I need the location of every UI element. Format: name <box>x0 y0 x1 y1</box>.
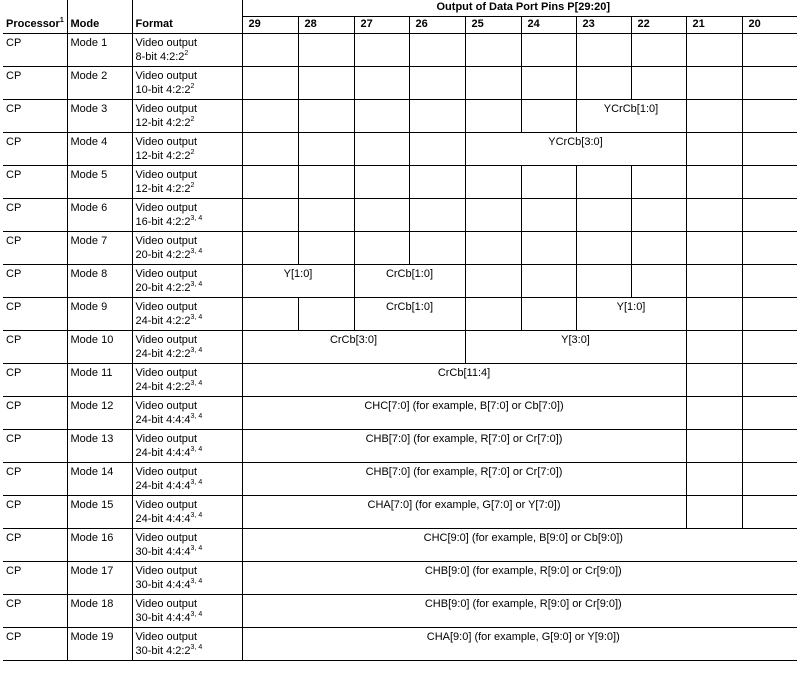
pin-signal-cell: Y[1:0] <box>576 298 686 331</box>
pin-empty-cell <box>298 133 354 166</box>
format-line-2 <box>136 413 239 427</box>
format-line-2 <box>136 446 239 460</box>
pin-header: 24 <box>521 17 576 34</box>
pin-signal-cell: CHC[7:0] (for example, B[7:0] or Cb[7:0]) <box>242 397 686 430</box>
pin-empty-cell <box>742 100 797 133</box>
pin-signal-cell: CHC[9:0] (for example, B[9:0] or Cb[9:0]) <box>242 529 797 562</box>
pin-header: 26 <box>409 17 465 34</box>
processor-cell: CP <box>3 397 67 430</box>
format-footnote: 3, 4 <box>190 314 203 321</box>
processor-cell: CP <box>3 133 67 166</box>
pin-empty-cell <box>686 496 742 529</box>
format-footnote: 2 <box>190 83 195 90</box>
pin-empty-cell <box>686 265 742 298</box>
processor-cell: CP <box>3 595 67 628</box>
pin-empty-cell <box>576 199 631 232</box>
format-footnote: 3, 4 <box>190 281 203 288</box>
processor-cell: CP <box>3 166 67 199</box>
format-header: Format <box>132 0 242 34</box>
format-cell <box>132 595 242 628</box>
format-line-2 <box>136 611 239 625</box>
pin-empty-cell <box>742 364 797 397</box>
mode-cell: Mode 5 <box>67 166 132 199</box>
processor-cell: CP <box>3 463 67 496</box>
format-line-1: Video output <box>135 631 198 643</box>
processor-cell: CP <box>3 496 67 529</box>
format-line-1: Video output <box>135 367 198 379</box>
format-cell <box>132 133 242 166</box>
format-line-2 <box>136 314 239 328</box>
table-row <box>3 331 797 364</box>
table-row <box>3 298 797 331</box>
format-line-1: Video output <box>135 433 198 445</box>
mode-cell: Mode 10 <box>67 331 132 364</box>
format-footnote: 3, 4 <box>190 215 203 222</box>
pin-empty-cell <box>631 34 686 67</box>
table-row <box>3 34 797 67</box>
pin-empty-cell <box>686 397 742 430</box>
format-line-1: Video output <box>135 400 198 412</box>
mode-cell: Mode 19 <box>67 628 132 661</box>
pin-empty-cell <box>742 331 797 364</box>
format-line-2 <box>136 479 239 493</box>
table-row <box>3 364 797 397</box>
format-line-1: Video output <box>135 136 198 148</box>
pin-empty-cell <box>298 232 354 265</box>
format-footnote: 3, 4 <box>190 611 203 618</box>
format-footnote: 2 <box>190 149 195 156</box>
format-bits: 20-bit 4:2:2 <box>135 249 191 261</box>
pin-empty-cell <box>521 166 576 199</box>
mode-cell: Mode 2 <box>67 67 132 100</box>
mode-cell: Mode 17 <box>67 562 132 595</box>
format-line-1: Video output <box>135 235 198 247</box>
format-cell <box>132 232 242 265</box>
pin-empty-cell <box>409 34 465 67</box>
pin-header: 25 <box>465 17 521 34</box>
pin-header: 20 <box>742 17 797 34</box>
mode-cell: Mode 1 <box>67 34 132 67</box>
format-bits: 12-bit 4:2:2 <box>135 150 191 162</box>
mode-cell: Mode 6 <box>67 199 132 232</box>
pin-empty-cell <box>686 67 742 100</box>
processor-cell: CP <box>3 265 67 298</box>
table-row <box>3 232 797 265</box>
format-line-1: Video output <box>135 202 198 214</box>
pin-header: 23 <box>576 17 631 34</box>
pin-header: 21 <box>686 17 742 34</box>
format-cell <box>132 463 242 496</box>
pin-empty-cell <box>742 232 797 265</box>
format-bits: 24-bit 4:4:4 <box>135 447 191 459</box>
pin-empty-cell <box>521 34 576 67</box>
format-line-2 <box>136 149 239 163</box>
pin-empty-cell <box>576 166 631 199</box>
format-line-1: Video output <box>135 268 198 280</box>
pin-empty-cell <box>686 232 742 265</box>
format-line-2 <box>136 83 239 97</box>
processor-cell: CP <box>3 298 67 331</box>
pin-signal-cell: CHA[7:0] (for example, G[7:0] or Y[7:0]) <box>242 496 686 529</box>
format-footnote: 2 <box>184 50 189 57</box>
pin-empty-cell <box>742 496 797 529</box>
format-cell <box>132 199 242 232</box>
pin-empty-cell <box>298 100 354 133</box>
mode-cell: Mode 8 <box>67 265 132 298</box>
pin-empty-cell <box>631 166 686 199</box>
pin-empty-cell <box>631 265 686 298</box>
pin-empty-cell <box>576 265 631 298</box>
table-body <box>3 34 797 661</box>
mode-header: Mode <box>67 0 132 34</box>
pin-header: 29 <box>242 17 298 34</box>
format-footnote: 3, 4 <box>190 512 203 519</box>
format-bits: 24-bit 4:4:4 <box>135 414 191 426</box>
format-line-2 <box>136 545 239 559</box>
format-footnote: 3, 4 <box>190 644 203 651</box>
format-bits: 30-bit 4:4:4 <box>135 579 191 591</box>
pin-empty-cell <box>521 67 576 100</box>
pin-empty-cell <box>354 133 409 166</box>
pin-empty-cell <box>242 232 298 265</box>
pin-empty-cell <box>242 298 298 331</box>
pin-empty-cell <box>742 34 797 67</box>
pin-signal-cell: CHB[7:0] (for example, R[7:0] or Cr[7:0]) <box>242 463 686 496</box>
pin-empty-cell <box>576 67 631 100</box>
format-cell <box>132 430 242 463</box>
pin-empty-cell <box>521 232 576 265</box>
format-line-1: Video output <box>135 103 198 115</box>
pin-empty-cell <box>686 463 742 496</box>
format-line-1: Video output <box>135 334 198 346</box>
pin-empty-cell <box>686 166 742 199</box>
pin-signal-cell: CHB[9:0] (for example, R[9:0] or Cr[9:0]) <box>242 562 797 595</box>
format-bits: 10-bit 4:2:2 <box>135 84 191 96</box>
format-bits: 24-bit 4:4:4 <box>135 513 191 525</box>
format-line-2 <box>136 50 239 64</box>
format-line-2 <box>136 182 239 196</box>
processor-cell: CP <box>3 430 67 463</box>
pin-header: 28 <box>298 17 354 34</box>
format-footnote: 2 <box>190 116 195 123</box>
format-line-1: Video output <box>135 466 198 478</box>
pin-empty-cell <box>686 364 742 397</box>
pin-empty-cell <box>465 67 521 100</box>
pin-empty-cell <box>742 133 797 166</box>
format-line-2 <box>136 578 239 592</box>
pin-empty-cell <box>521 298 576 331</box>
pin-empty-cell <box>576 232 631 265</box>
pin-empty-cell <box>298 34 354 67</box>
format-line-1: Video output <box>135 70 198 82</box>
pin-empty-cell <box>242 199 298 232</box>
format-line-1: Video output <box>135 598 198 610</box>
format-bits: 8-bit 4:2:2 <box>135 51 185 63</box>
pin-empty-cell <box>242 100 298 133</box>
format-cell <box>132 166 242 199</box>
pin-empty-cell <box>354 232 409 265</box>
pin-empty-cell <box>242 34 298 67</box>
pin-empty-cell <box>354 166 409 199</box>
format-footnote: 3, 4 <box>190 248 203 255</box>
processor-cell: CP <box>3 34 67 67</box>
mode-cell: Mode 3 <box>67 100 132 133</box>
pin-empty-cell <box>576 34 631 67</box>
format-line-2 <box>136 512 239 526</box>
format-line-1: Video output <box>135 499 198 511</box>
table-row <box>3 562 797 595</box>
format-cell <box>132 265 242 298</box>
format-line-2 <box>136 347 239 361</box>
format-footnote: 3, 4 <box>190 545 203 552</box>
pin-empty-cell <box>298 166 354 199</box>
processor-header <box>3 0 67 34</box>
pin-empty-cell <box>686 133 742 166</box>
format-line-2 <box>136 380 239 394</box>
format-bits: 20-bit 4:2:2 <box>135 282 191 294</box>
format-line-1: Video output <box>135 565 198 577</box>
format-cell <box>132 298 242 331</box>
pin-empty-cell <box>409 133 465 166</box>
pin-empty-cell <box>742 463 797 496</box>
table-row <box>3 496 797 529</box>
table-row <box>3 463 797 496</box>
pin-empty-cell <box>465 265 521 298</box>
format-bits: 24-bit 4:2:2 <box>135 348 191 360</box>
table-row <box>3 133 797 166</box>
pin-empty-cell <box>298 199 354 232</box>
format-line-2 <box>136 281 239 295</box>
format-line-1: Video output <box>135 301 198 313</box>
format-cell <box>132 67 242 100</box>
processor-cell: CP <box>3 199 67 232</box>
processor-cell: CP <box>3 100 67 133</box>
format-footnote: 3, 4 <box>190 413 203 420</box>
pin-empty-cell <box>242 166 298 199</box>
pin-empty-cell <box>521 199 576 232</box>
format-footnote: 3, 4 <box>190 479 203 486</box>
pin-empty-cell <box>742 298 797 331</box>
pin-empty-cell <box>742 67 797 100</box>
mode-cell: Mode 9 <box>67 298 132 331</box>
pin-empty-cell <box>631 199 686 232</box>
table-row <box>3 595 797 628</box>
table-row <box>3 67 797 100</box>
pin-empty-cell <box>409 166 465 199</box>
mode-cell: Mode 14 <box>67 463 132 496</box>
format-cell <box>132 397 242 430</box>
pin-header: 22 <box>631 17 686 34</box>
pin-empty-cell <box>354 34 409 67</box>
format-line-1: Video output <box>135 532 198 544</box>
format-footnote: 3, 4 <box>190 347 203 354</box>
format-footnote: 3, 4 <box>190 380 203 387</box>
processor-cell: CP <box>3 562 67 595</box>
output-header: Output of Data Port Pins P[29:20] <box>242 0 797 17</box>
pin-empty-cell <box>686 430 742 463</box>
pin-signal-cell: CHB[7:0] (for example, R[7:0] or Cr[7:0]) <box>242 430 686 463</box>
processor-header-label: Processor <box>6 18 60 30</box>
format-bits: 30-bit 4:4:4 <box>135 546 191 558</box>
table-row <box>3 397 797 430</box>
pin-empty-cell <box>742 397 797 430</box>
mode-cell: Mode 18 <box>67 595 132 628</box>
pin-empty-cell <box>465 232 521 265</box>
format-line-1: Video output <box>135 37 198 49</box>
pin-empty-cell <box>298 67 354 100</box>
mode-cell: Mode 13 <box>67 430 132 463</box>
mode-cell: Mode 11 <box>67 364 132 397</box>
format-cell <box>132 628 242 661</box>
pin-empty-cell <box>686 34 742 67</box>
pin-signal-cell: YCrCb[1:0] <box>576 100 686 133</box>
table-row <box>3 529 797 562</box>
processor-cell: CP <box>3 331 67 364</box>
pin-empty-cell <box>465 34 521 67</box>
table-row <box>3 430 797 463</box>
pin-empty-cell <box>465 199 521 232</box>
pin-empty-cell <box>242 67 298 100</box>
format-line-2 <box>136 116 239 130</box>
format-cell <box>132 331 242 364</box>
format-bits: 24-bit 4:4:4 <box>135 480 191 492</box>
table-row <box>3 199 797 232</box>
format-bits: 12-bit 4:2:2 <box>135 117 191 129</box>
pin-empty-cell <box>354 199 409 232</box>
pin-empty-cell <box>686 331 742 364</box>
pin-empty-cell <box>409 232 465 265</box>
mode-cell: Mode 7 <box>67 232 132 265</box>
pin-signal-cell: YCrCb[3:0] <box>465 133 686 166</box>
mode-cell: Mode 12 <box>67 397 132 430</box>
pin-empty-cell <box>631 67 686 100</box>
pin-signal-cell: CHA[9:0] (for example, G[9:0] or Y[9:0]) <box>242 628 797 661</box>
pin-empty-cell <box>686 100 742 133</box>
processor-cell: CP <box>3 529 67 562</box>
pin-empty-cell <box>631 232 686 265</box>
table-row <box>3 265 797 298</box>
pin-empty-cell <box>742 199 797 232</box>
pin-empty-cell <box>742 166 797 199</box>
format-line-1: Video output <box>135 169 198 181</box>
pin-header: 27 <box>354 17 409 34</box>
pin-empty-cell <box>354 67 409 100</box>
pin-empty-cell <box>465 166 521 199</box>
format-line-2 <box>136 215 239 229</box>
pin-empty-cell <box>298 298 354 331</box>
pin-signal-cell: CrCb[1:0] <box>354 298 465 331</box>
format-cell <box>132 496 242 529</box>
table-row <box>3 628 797 661</box>
pin-signal-cell: CrCb[1:0] <box>354 265 465 298</box>
pin-empty-cell <box>465 100 521 133</box>
format-bits: 24-bit 4:2:2 <box>135 381 191 393</box>
header-row-top <box>3 0 797 17</box>
pin-empty-cell <box>409 67 465 100</box>
mode-cell: Mode 4 <box>67 133 132 166</box>
format-line-2 <box>136 248 239 262</box>
format-cell <box>132 100 242 133</box>
format-bits: 24-bit 4:2:2 <box>135 315 191 327</box>
pin-empty-cell <box>742 430 797 463</box>
processor-cell: CP <box>3 67 67 100</box>
format-footnote: 3, 4 <box>190 446 203 453</box>
format-cell <box>132 562 242 595</box>
format-cell <box>132 364 242 397</box>
table-header <box>3 0 797 34</box>
table-row <box>3 166 797 199</box>
pin-mapping-table <box>3 0 797 661</box>
pin-signal-cell: CrCb[11:4] <box>242 364 686 397</box>
format-bits: 12-bit 4:2:2 <box>135 183 191 195</box>
format-line-2 <box>136 644 239 658</box>
format-bits: 30-bit 4:2:2 <box>135 645 191 657</box>
mode-cell: Mode 15 <box>67 496 132 529</box>
pin-empty-cell <box>409 199 465 232</box>
pin-empty-cell <box>242 133 298 166</box>
pin-empty-cell <box>686 199 742 232</box>
processor-cell: CP <box>3 628 67 661</box>
mode-cell: Mode 16 <box>67 529 132 562</box>
pin-empty-cell <box>465 298 521 331</box>
pin-empty-cell <box>521 100 576 133</box>
processor-footnote: 1 <box>59 17 64 24</box>
format-cell <box>132 34 242 67</box>
format-cell <box>132 529 242 562</box>
format-bits: 16-bit 4:2:2 <box>135 216 191 228</box>
pin-signal-cell: CHB[9:0] (for example, R[9:0] or Cr[9:0]) <box>242 595 797 628</box>
processor-cell: CP <box>3 232 67 265</box>
pin-empty-cell <box>686 298 742 331</box>
pin-empty-cell <box>521 265 576 298</box>
table-row <box>3 100 797 133</box>
pin-empty-cell <box>354 100 409 133</box>
pin-empty-cell <box>742 265 797 298</box>
format-footnote: 3, 4 <box>190 578 203 585</box>
format-bits: 30-bit 4:4:4 <box>135 612 191 624</box>
pin-signal-cell: Y[1:0] <box>242 265 354 298</box>
format-footnote: 2 <box>190 182 195 189</box>
pin-signal-cell: CrCb[3:0] <box>242 331 465 364</box>
pin-empty-cell <box>409 100 465 133</box>
pin-signal-cell: Y[3:0] <box>465 331 686 364</box>
processor-cell: CP <box>3 364 67 397</box>
